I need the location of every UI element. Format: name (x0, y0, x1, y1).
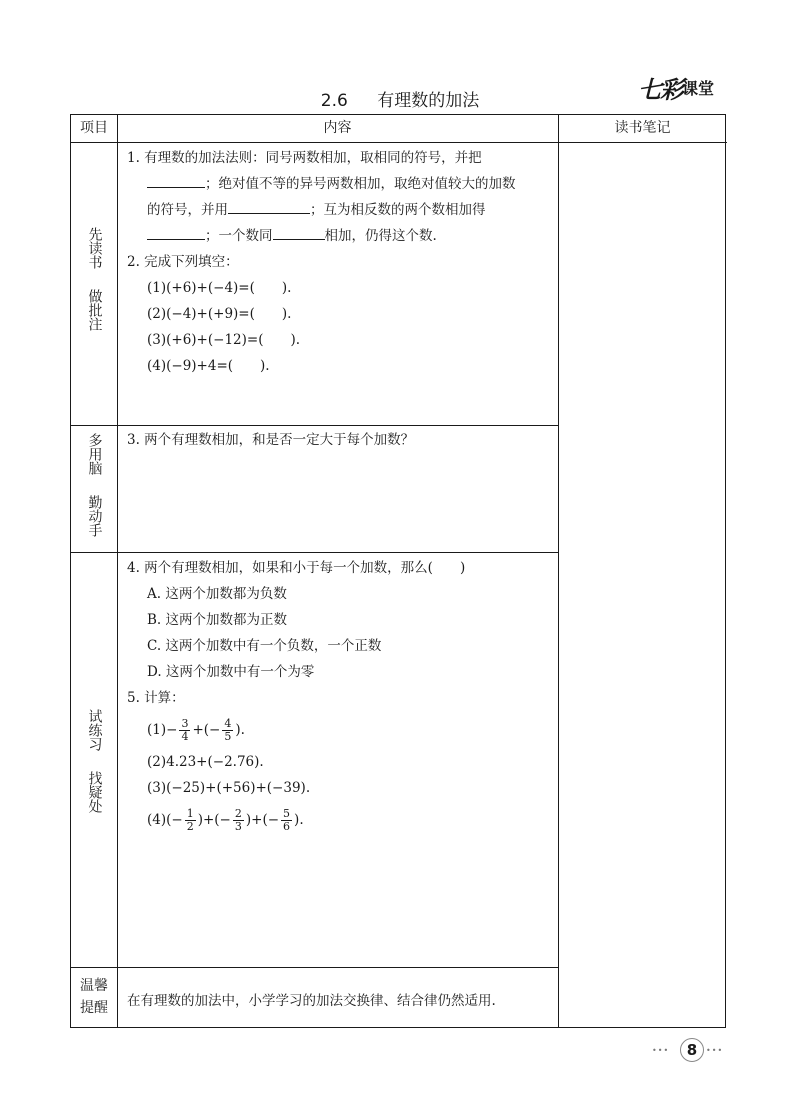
label-practice-a: 试练习 (86, 709, 103, 751)
worksheet-table (70, 114, 726, 1028)
problem-2-3: (3)(+6)+(−12)=( ). (147, 332, 301, 348)
question-4: 4. 两个有理数相加，如果和小于每一个加数，那么( ) (127, 560, 466, 576)
fill-blank-1[interactable] (147, 173, 205, 188)
problem-5-2: (2)4.23+(−2.76). (147, 754, 264, 770)
brand-logo-main: 七彩 (638, 76, 682, 104)
label-read-a: 先读书 (86, 227, 103, 269)
header-item: 项目 (80, 120, 108, 136)
header-notes: 读书笔记 (614, 120, 671, 136)
section-number: 2.6 (320, 91, 348, 111)
row-divider-3 (71, 967, 558, 968)
question-2: 2. 完成下列填空： (127, 254, 239, 270)
rule-text-line-3: 的符号，并用 ；互为相反数的两个数相加得 (127, 197, 516, 223)
tip-text: 在有理数的加法中，小学学习的加法交换律、结合律仍然适用. (127, 993, 496, 1009)
question-3: 3. 两个有理数相加，和是否一定大于每个加数？ (127, 432, 415, 448)
section-label-tip (71, 975, 117, 1019)
col-divider-2 (558, 115, 559, 1027)
fraction-5-6: $\frac{5}{6}$ (283, 807, 291, 833)
fill-blank-2[interactable] (228, 199, 310, 214)
row-divider-1 (71, 425, 558, 426)
section-label-practice (71, 709, 117, 813)
section-title: 有理数的加法 (377, 91, 480, 111)
brand-logo-sub: 课堂 (682, 79, 715, 98)
fraction-2-3: $\frac{2}{3}$ (234, 807, 242, 833)
problem-5-1: (1)− $\frac{3}{4}$ +(− $\frac{4}{5}$ ). (147, 717, 245, 743)
problem-2-2: (2)(−4)+(+9)=( ). (147, 306, 292, 322)
dots-right-icon: ••• (706, 1046, 724, 1055)
header-divider (71, 142, 727, 143)
problem-5-3: (3)(−25)+(+56)+(−39). (147, 780, 311, 796)
page-number-badge (652, 1040, 728, 1060)
label-practice-b: 找疑处 (86, 771, 103, 813)
option-d[interactable]: D. 这两个加数中有一个为零 (147, 664, 315, 680)
label-read-b: 做批注 (86, 289, 103, 331)
section-label-think (71, 433, 117, 537)
page-number: 8 (680, 1038, 704, 1062)
rule-text-line-4: ；一个数同 相加，仍得这个数. (127, 223, 516, 249)
rule-text-line-2: ；绝对值不等的异号两数相加，取绝对值较大的加数 (127, 171, 516, 197)
header-content: 内容 (323, 120, 352, 136)
option-a[interactable]: A. 这两个加数都为负数 (147, 586, 287, 602)
problem-5-4: (4)(− $\frac{1}{2}$ )+(− $\frac{2}{3}$ )+(− $\frac{5}{6}$ ). (147, 807, 304, 833)
row-divider-2 (71, 552, 558, 553)
col-divider-1 (117, 115, 118, 1027)
dots-left-icon: ••• (652, 1046, 670, 1055)
fraction-1-2: $\frac{1}{2}$ (186, 807, 194, 833)
problem-2-1: (1)(+6)+(−4)=( ). (147, 280, 292, 296)
fill-blank-3[interactable] (147, 225, 205, 240)
fraction-4-5: $\frac{4}{5}$ (224, 717, 232, 743)
section-3-content (127, 555, 465, 839)
fraction-3-4: $\frac{3}{4}$ (181, 717, 189, 743)
problem-2-4: (4)(−9)+4=( ). (147, 358, 270, 374)
section-label-read (71, 227, 117, 331)
section-2-content (127, 427, 414, 453)
option-c[interactable]: C. 这两个加数中有一个负数，一个正数 (147, 638, 382, 654)
label-think-b: 勤动手 (86, 495, 103, 537)
page-title (0, 86, 800, 111)
question-5: 5. 计算： (127, 690, 185, 706)
label-think-a: 多用脑 (86, 433, 103, 475)
label-tip: 温馨提醒 (80, 978, 108, 1016)
rule-text-line-1: 1. 有理数的加法法则：同号两数相加，取相同的符号，并把 (127, 150, 482, 166)
section-1-content (127, 145, 516, 379)
fill-blank-4[interactable] (273, 225, 325, 240)
option-b[interactable]: B. 这两个加数都为正数 (147, 612, 288, 628)
